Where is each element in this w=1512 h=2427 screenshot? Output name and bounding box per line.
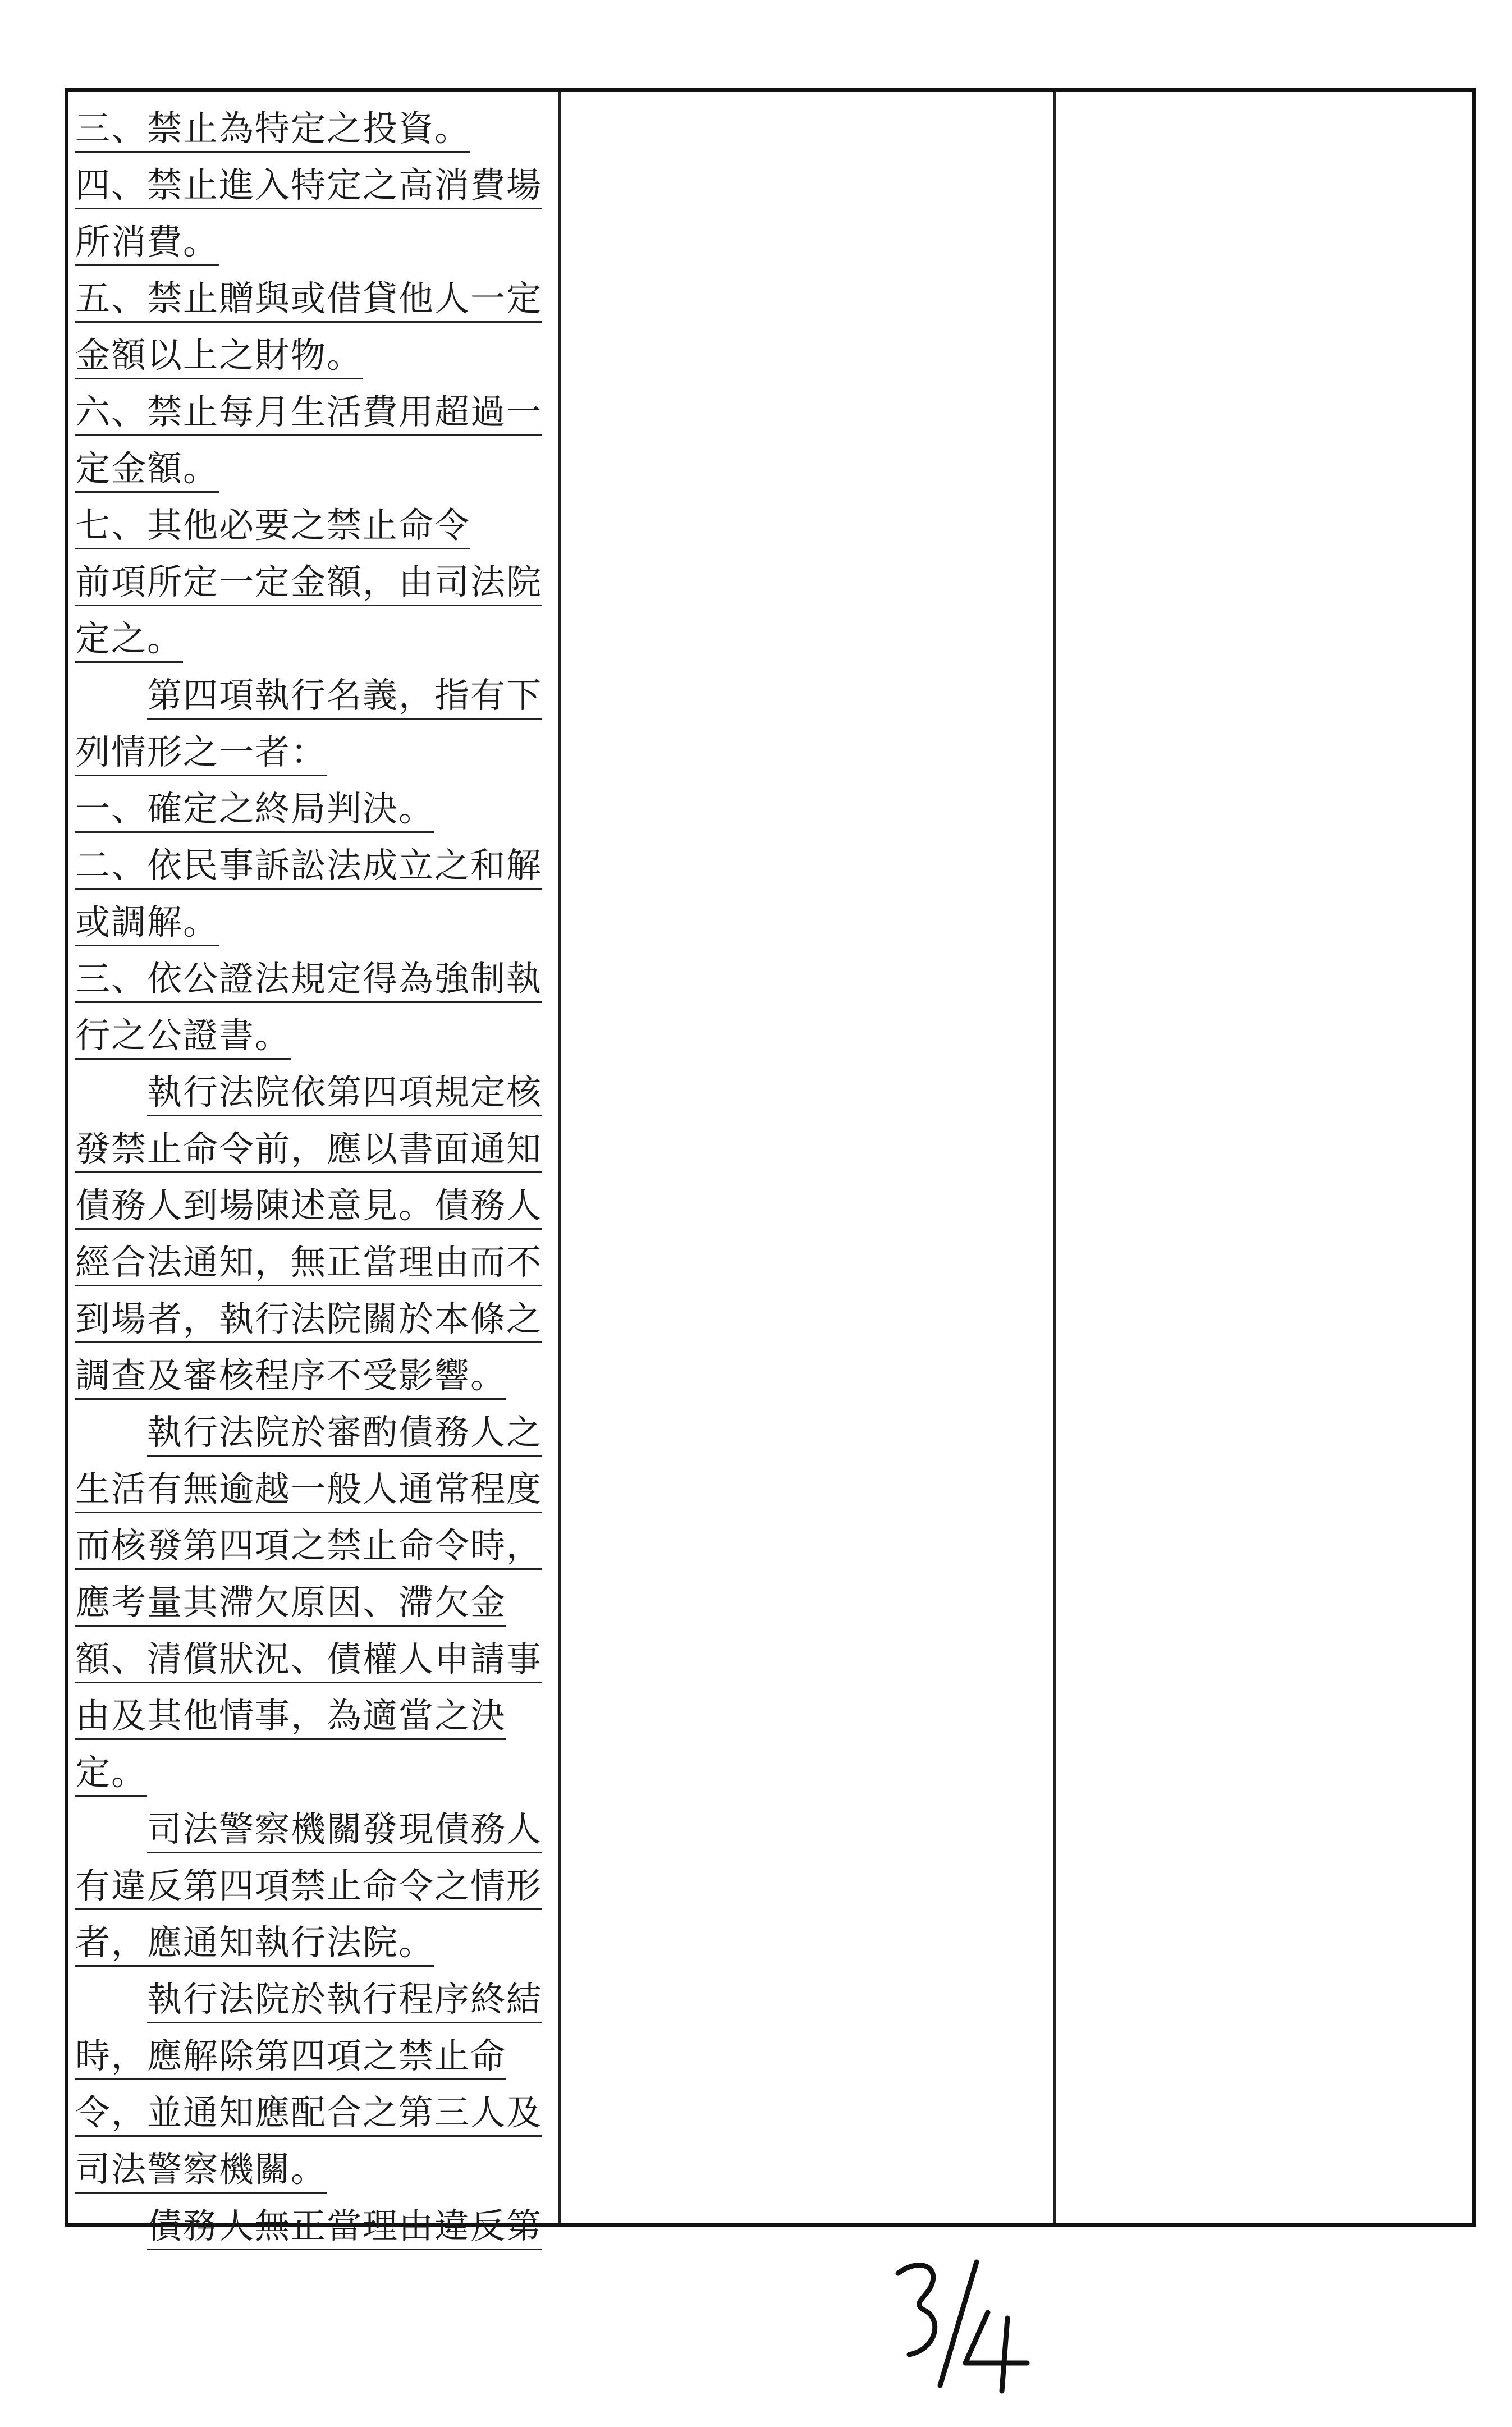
line-text: 定。	[75, 1752, 147, 1797]
line-text: 五、禁止贈與或借貸他人一定	[75, 278, 542, 323]
text-line	[75, 1634, 542, 1684]
text-line	[75, 1180, 542, 1231]
text-line	[75, 1407, 542, 1458]
line-text: 定之。	[75, 618, 183, 663]
text-line	[75, 2087, 542, 2138]
line-text: 司法警察機關。	[75, 2149, 327, 2194]
text-line	[75, 557, 542, 607]
line-text: 定金額。	[75, 448, 219, 493]
line-text: 到場者，執行法院關於本條之	[75, 1298, 542, 1343]
line-text: 七、其他必要之禁止命令	[75, 505, 470, 549]
line-text: 或調解。	[75, 901, 219, 946]
text-line	[75, 670, 542, 721]
line-text: 執行法院於執行程序終結	[147, 1979, 542, 2023]
line-text: 發禁止命令前，應以書面通知	[75, 1128, 542, 1173]
text-line	[75, 2201, 542, 2251]
line-text: 由及其他情事，為適當之決	[75, 1695, 506, 1740]
line-text: 經合法通知，無正當理由而不	[75, 1242, 542, 1286]
column-divider	[1053, 92, 1056, 2223]
line-text: 所消費。	[75, 221, 219, 266]
line-text: 金額以上之財物。	[75, 335, 363, 379]
text-line	[75, 1521, 542, 1571]
text-line	[75, 727, 327, 777]
text-line	[75, 954, 542, 1004]
line-text: 生活有無逾越一般人通常程度	[75, 1468, 542, 1513]
text-line	[75, 387, 542, 437]
line-text: 三、禁止為特定之投資。	[75, 108, 470, 153]
text-line	[75, 1350, 506, 1401]
line-text: 者，應通知執行法院。	[75, 1922, 434, 1967]
line-text: 應考量其滯欠原因、滯欠金	[75, 1582, 506, 1627]
text-line	[75, 784, 434, 834]
line-text: 時，應解除第四項之禁止命	[75, 2035, 506, 2080]
handwritten-page-number	[876, 2251, 1044, 2397]
line-text: 三、依公證法規定得為強制執	[75, 958, 542, 1003]
line-text: 第四項執行名義，指有下	[147, 675, 542, 720]
text-line	[75, 1294, 542, 1344]
column-divider	[558, 92, 561, 2223]
line-text: 六、禁止每月生活費用超過一	[75, 391, 542, 436]
text-line	[75, 1691, 506, 1741]
text-line	[75, 1974, 542, 2025]
text-line	[75, 1747, 147, 1798]
line-text: 而核發第四項之禁止命令時，	[75, 1525, 542, 1570]
text-line	[75, 1804, 542, 1854]
text-line	[75, 1124, 542, 1174]
text-line	[75, 840, 542, 891]
line-text: 調查及審核程序不受影響。	[75, 1355, 506, 1400]
line-text: 有違反第四項禁止命令之情形	[75, 1865, 542, 1910]
text-line	[75, 500, 470, 551]
line-text: 列情形之一者：	[75, 731, 327, 776]
line-text: 四、禁止進入特定之高消費場	[75, 164, 542, 209]
line-text: 前項所定一定金額，由司法院	[75, 561, 542, 606]
line-text: 執行法院於審酌債務人之	[147, 1412, 542, 1457]
text-line	[75, 1917, 434, 1968]
text-line	[75, 1861, 542, 1911]
text-line	[75, 2144, 327, 2195]
line-text: 債務人到場陳述意見。債務人	[75, 1185, 542, 1230]
line-text: 一、確定之終局判決。	[75, 788, 434, 833]
text-line	[75, 2031, 506, 2081]
line-text: 執行法院依第四項規定核	[147, 1071, 542, 1116]
text-line	[75, 103, 470, 154]
text-line	[75, 1067, 542, 1118]
text-line	[75, 273, 542, 324]
line-text: 令，並通知應配合之第三人及	[75, 2092, 542, 2137]
text-line	[75, 1010, 291, 1061]
text-line	[75, 613, 183, 664]
line-text: 債務人無正當理由違反第	[147, 2205, 542, 2250]
text-line	[75, 1237, 542, 1288]
text-line	[75, 217, 219, 267]
text-line	[75, 443, 219, 494]
line-text: 行之公證書。	[75, 1015, 291, 1060]
line-text: 二、依民事訴訟法成立之和解	[75, 845, 542, 890]
text-line	[75, 1464, 542, 1514]
text-line	[75, 160, 542, 210]
document-table	[65, 88, 1476, 2246]
line-text: 額、清償狀況、債權人申請事	[75, 1638, 542, 1683]
text-line	[75, 330, 363, 381]
text-line	[75, 897, 219, 947]
line-text: 司法警察機關發現債務人	[147, 1808, 542, 1853]
text-line	[75, 1577, 506, 1628]
